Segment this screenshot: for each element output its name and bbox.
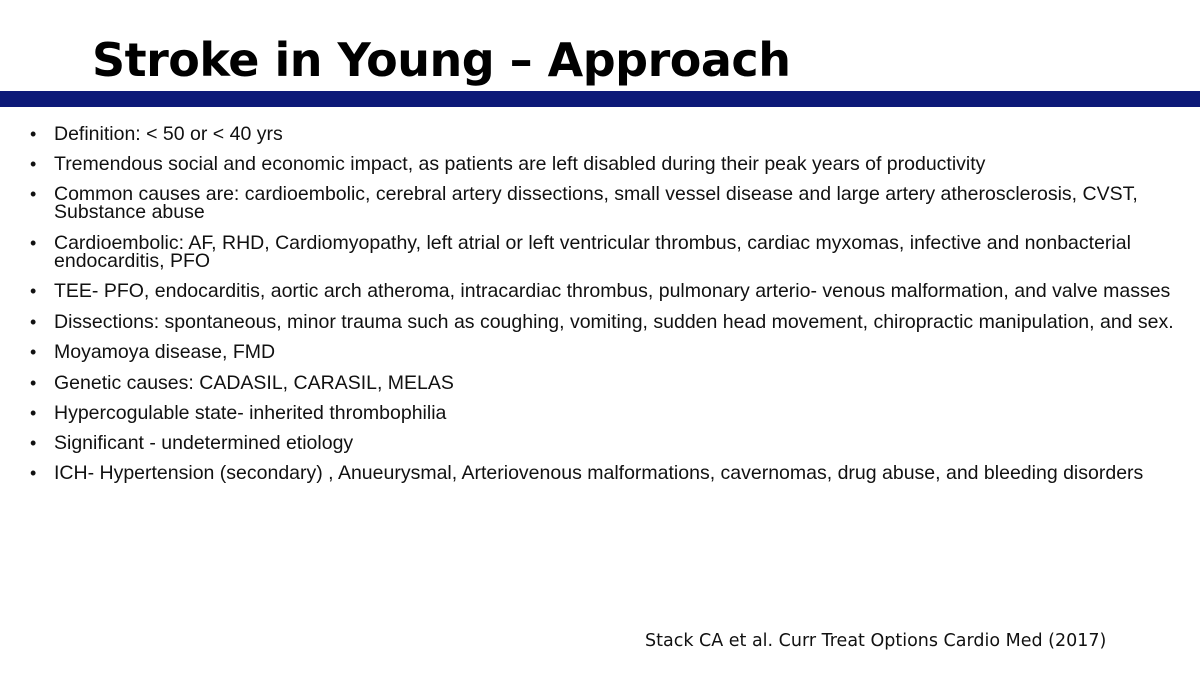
bullet-text: Common causes are: cardioembolic, cerebral artery dissections, small vessel disease and large artery atherosclerosis, CVST, Substance abuse [54, 183, 1138, 224]
bullet-marker: • [30, 432, 37, 453]
bullet-item [30, 431, 1195, 455]
bullet-text: ICH- Hypertension (secondary) , Anueurysmal, Arteriovenous malformations, cavernomas, drug abuse, and bleeding disorders [54, 462, 1144, 485]
bullet-text: TEE- PFO, endocarditis, aortic arch atheroma, intracardiac thrombus, pulmonary arterio- venous malformation, and valve masses [54, 280, 1171, 303]
bullet-text: Definition: < 50 or < 40 yrs [54, 123, 283, 145]
bullet-marker: • [30, 154, 37, 175]
bullet-item [30, 401, 1195, 425]
bullet-item [30, 279, 1195, 303]
bullet-text: Significant - undetermined etiology [54, 431, 354, 454]
bullet-marker: • [30, 402, 37, 423]
bullet-item [30, 122, 1195, 146]
bullet-item [30, 231, 1195, 273]
bullet-text: Moyamoya disease, FMD [54, 341, 276, 364]
slide-title: Stroke in Young – Approach [92, 33, 791, 87]
bullet-text: Tremendous social and economic impact, as patients are left disabled during their peak years of productivity [54, 153, 986, 176]
bullet-item [30, 152, 1195, 176]
bullet-marker: • [30, 463, 37, 484]
bullet-marker: • [30, 311, 37, 332]
bullet-marker: • [30, 184, 37, 205]
bullet-item [30, 461, 1195, 485]
bullet-marker: • [30, 342, 37, 363]
bullet-item [30, 182, 1195, 224]
bullet-marker: • [30, 124, 37, 144]
bullet-marker: • [30, 232, 37, 253]
title-underline-bar [0, 91, 1200, 107]
bullet-text: Genetic causes: CADASIL, CARASIL, MELAS [54, 371, 454, 394]
bullet-list [30, 122, 1195, 492]
bullet-marker: • [30, 281, 37, 302]
bullet-text: Dissections: spontaneous, minor trauma such as coughing, vomiting, sudden head movement, chiropractic manipulation, and sex. [54, 310, 1174, 333]
bullet-text: Hypercogulable state- inherited thrombophilia [54, 401, 447, 424]
bullet-marker: • [30, 372, 37, 393]
bullet-text: Cardioembolic: AF, RHD, Cardiomyopathy, left atrial or left ventricular thrombus, cardiac myxomas, infective and nonbacterial endocarditis, PFO [54, 231, 1131, 272]
bullet-item [30, 371, 1195, 395]
bullet-item [30, 310, 1195, 334]
citation: Stack CA et al. Curr Treat Options Cardio Med (2017) [645, 631, 1107, 651]
bullet-item [30, 340, 1195, 364]
